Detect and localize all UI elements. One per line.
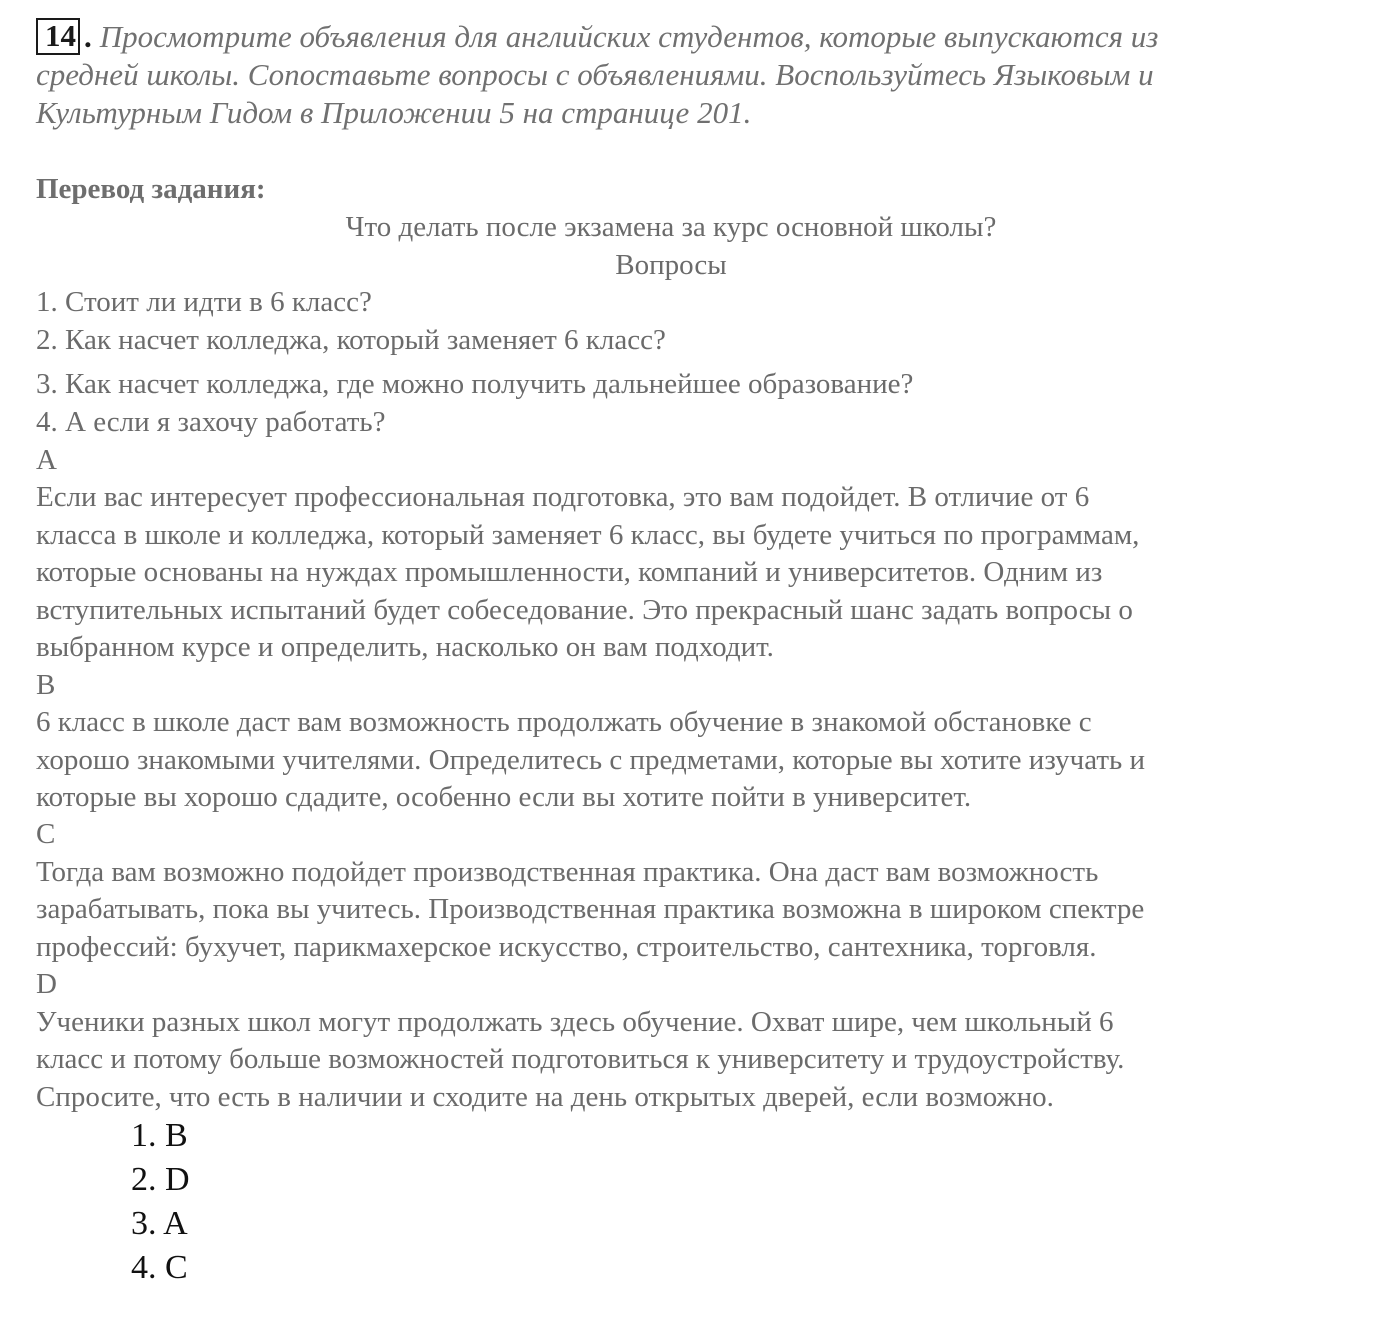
section-b-line: которые вы хорошо сдадите, особенно если вы хотите пойти в университет. — [36, 781, 972, 813]
question-item: 2. Как насчет колледжа, который заменяет 6 класс? — [36, 324, 666, 356]
answer-item: 4. C — [131, 1249, 188, 1286]
instruction-line-1 — [36, 18, 1336, 56]
section-d-line: класс и потому больше возможностей подготовиться к университету и трудоустройству. — [36, 1043, 1125, 1075]
section-letter-d: D — [36, 968, 57, 1000]
section-c-line: профессий: бухучет, парикмахерское искусство, строительство, сантехника, торговля. — [36, 931, 1097, 963]
section-letter-b: B — [36, 669, 56, 701]
instruction-text-1: Просмотрите объявления для английских студентов, которые выпускаются из — [99, 19, 1159, 54]
question-item: 4. А если я захочу работать? — [36, 406, 386, 438]
task-number-box: 14 — [36, 18, 80, 55]
section-letter-c: C — [36, 818, 56, 850]
section-a-line: Если вас интересует профессиональная подготовка, это вам подойдет. В отличие от 6 — [36, 481, 1090, 513]
task-number-dot: . — [84, 19, 92, 54]
answer-item: 1. B — [131, 1117, 188, 1154]
section-c-line: Тогда вам возможно подойдет производственная практика. Она даст вам возможность — [36, 856, 1099, 888]
questions-heading: Вопросы — [615, 249, 727, 281]
answer-item: 2. D — [131, 1161, 190, 1198]
question-item: 3. Как насчет колледжа, где можно получить дальнейшее образование? — [36, 368, 914, 400]
instruction-line-3: Культурным Гидом в Приложении 5 на странице 201. — [36, 95, 752, 130]
section-a-line: вступительных испытаний будет собеседование. Это прекрасный шанс задать вопросы о — [36, 594, 1133, 626]
section-b-line: 6 класс в школе даст вам возможность продолжать обучение в знакомой обстановке с — [36, 706, 1092, 738]
task-instruction — [36, 18, 1336, 132]
section-a-line: выбранном курсе и определить, насколько он вам подходит. — [36, 631, 774, 663]
section-d-line: Ученики разных школ могут продолжать здесь обучение. Охват шире, чем школьный 6 — [36, 1006, 1114, 1038]
section-a-line: класса в школе и колледжа, который заменяет 6 класс, вы будете учиться по программам, — [36, 519, 1140, 551]
section-d-line: Спросите, что есть в наличии и сходите на день открытых дверей, если возможно. — [36, 1081, 1054, 1113]
instruction-line-2: средней школы. Сопоставьте вопросы с объявлениями. Воспользуйтесь Языковым и — [36, 57, 1154, 92]
translation-label: Перевод задания: — [36, 173, 266, 205]
translation-title: Что делать после экзамена за курс основной школы? — [345, 211, 997, 243]
answer-item: 3. A — [131, 1205, 188, 1242]
question-item: 1. Стоит ли идти в 6 класс? — [36, 286, 372, 318]
section-a-line: которые основаны на нуждах промышленности, компаний и университетов. Одним из — [36, 556, 1103, 588]
section-letter-a: A — [36, 444, 57, 476]
section-b-line: хорошо знакомыми учителями. Определитесь с предметами, которые вы хотите изучать и — [36, 744, 1146, 776]
section-c-line: зарабатывать, пока вы учитесь. Производственная практика возможна в широком спектре — [36, 893, 1145, 925]
